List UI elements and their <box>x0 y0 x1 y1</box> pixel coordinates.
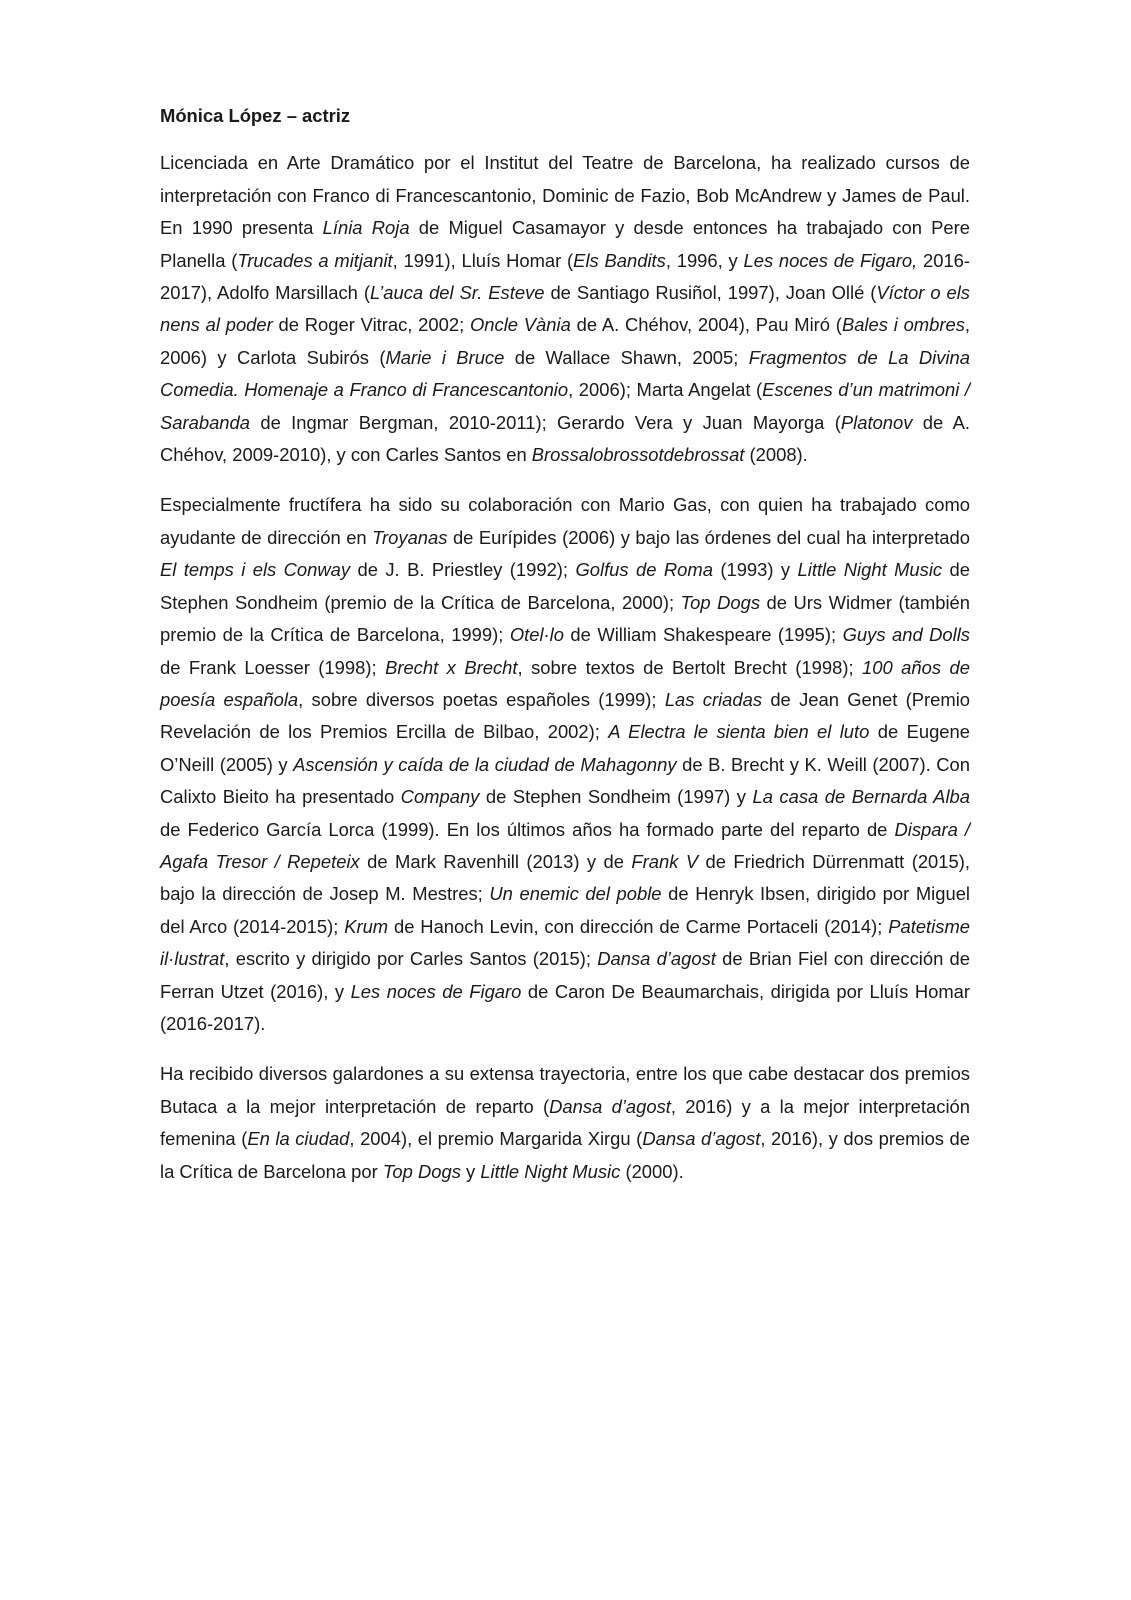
document-title: Mónica López – actriz <box>160 105 351 126</box>
text-run: 2016-2017), Adolfo Marsillach ( <box>160 249 971 304</box>
text-run: de J. B. Priestley (1992); <box>350 559 576 581</box>
text-run: Ha recibido diversos galardones a su extensa trayectoria, entre los que cabe destacar dos premios Butaca a la mejor interpretación de reparto ( <box>160 1063 970 1117</box>
text-run: de Roger Vitrac, 2002; <box>272 314 470 336</box>
text-run: (2008). <box>744 444 808 466</box>
text-run: y <box>460 1160 481 1182</box>
text-run: de Stephen Sondheim (premio de la Crítica de Barcelona, 2000); <box>160 559 971 613</box>
text-run: de Henryk Ibsen, dirigido por Miguel del Arco (2014-2015); <box>160 883 971 937</box>
text-run: , 1991), Lluís Homar ( <box>392 249 574 271</box>
work-title: Brecht x Brecht <box>385 656 518 678</box>
text-run: (1993) y <box>712 559 798 581</box>
work-title: La casa de Bernarda Alba <box>752 786 970 808</box>
paragraph-3 <box>160 1058 970 1188</box>
text-run: de Stephen Sondheim (1997) y <box>479 786 753 808</box>
work-title: Un enemic del poble <box>489 883 662 905</box>
work-title: Krum <box>344 915 389 937</box>
text-run: , 2016), y dos premios de la Crítica de Barcelona por <box>160 1128 971 1182</box>
text-run: , 2004), el premio Margarida Xirgu ( <box>349 1128 643 1150</box>
work-title: Top Dogs <box>680 591 761 613</box>
text-run: , sobre diversos poetas españoles (1999); <box>298 688 665 710</box>
work-title: Els Bandits <box>573 249 666 271</box>
text-run: de Eugene O’Neill (2005) y <box>160 721 970 775</box>
text-run: , sobre textos de Bertolt Brecht (1998); <box>517 656 863 678</box>
text-run: de Jean Genet (Premio Revelación de los Premios Ercilla de Bilbao, 2002); <box>160 688 971 743</box>
work-title: Línia Roja <box>322 217 410 239</box>
work-title: Guys and Dolls <box>842 624 970 646</box>
text-run: de Friedrich Dürrenmatt (2015), bajo la dirección de Josep M. Mestres; <box>160 850 970 905</box>
text-run: , escrito y dirigido por Carles Santos (2015); <box>224 948 598 970</box>
text-run: de Federico García Lorca (1999). En los últimos años ha formado parte del reparto de <box>160 818 895 840</box>
work-title: Brossalobrossotdebrossat <box>531 444 745 466</box>
text-run: de William Shakespeare (1995); <box>563 624 843 646</box>
work-title: Les noces de Figaro <box>350 980 522 1002</box>
work-title: Trucades a mitjanit <box>237 249 393 271</box>
work-title: Little Night Music <box>480 1160 621 1182</box>
work-title: Dansa d’agost <box>549 1095 671 1117</box>
text-run: , 2016) y a la mejor interpretación femenina ( <box>160 1095 970 1150</box>
paragraph-2 <box>160 489 970 1040</box>
work-title: Bales i ombres <box>841 314 965 336</box>
work-title: Dansa d’agost <box>642 1128 761 1150</box>
text-run: de Urs Widmer (también premio de la Crítica de Barcelona, 1999); <box>160 591 971 646</box>
work-title: Otel·lo <box>509 624 564 646</box>
text-run: de Eurípides (2006) y bajo las órdenes del cual ha interpretado <box>447 526 970 548</box>
text-run: de Miguel Casamayor y desde entonces ha trabajado con Pere Planella ( <box>160 217 970 271</box>
work-title: El temps i els Conway <box>160 559 351 581</box>
text-run: de Hanoch Levin, con dirección de Carme Portaceli (2014); <box>388 915 889 937</box>
paragraph-1 <box>160 147 970 471</box>
work-title: Víctor o els nens al poder <box>160 282 970 336</box>
document-page <box>160 100 970 1206</box>
work-title: Troyanas <box>372 526 448 548</box>
work-title: Oncle Vània <box>469 314 571 336</box>
work-title: 100 años de poesía española <box>160 656 970 710</box>
text-run: (2000). <box>620 1160 684 1182</box>
work-title: Frank V <box>631 850 699 872</box>
work-title: Dansa d’agost <box>597 948 716 970</box>
text-run: de A. Chéhov, 2004), Pau Miró ( <box>570 314 842 336</box>
work-title: L’auca del Sr. Esteve <box>369 282 545 304</box>
text-run: , 2006) y Carlota Subirós ( <box>160 314 971 368</box>
work-title: Patetisme il·lustrat <box>160 915 970 970</box>
text-run: de Santiago Rusiñol, 1997), Joan Ollé ( <box>544 282 877 304</box>
work-title: Top Dogs <box>382 1160 461 1182</box>
text-run: , 2006); Marta Angelat ( <box>568 379 763 401</box>
text-run: , 1996, y <box>665 249 744 271</box>
text-run: de Ingmar Bergman, 2010-2011); Gerardo Vera y Juan Mayorga ( <box>250 411 841 433</box>
text-run: de Brian Fiel con dirección de Ferran Utzet (2016), y <box>160 948 971 1002</box>
work-title: A Electra le sienta bien el luto <box>608 721 870 743</box>
work-title: Marie i Bruce <box>385 346 505 368</box>
work-title: Las criadas <box>664 688 763 710</box>
text-run: de A. Chéhov, 2009-2010), y con Carles Santos en <box>160 411 970 466</box>
work-title: Les noces de Figaro, <box>743 249 918 271</box>
text-run: de B. Brecht y K. Weill (2007). Con Calixto Bieito ha presentado <box>160 753 970 808</box>
text-run: de Caron De Beaumarchais, dirigida por Lluís Homar (2016-2017). <box>160 980 970 1034</box>
document-body <box>160 147 970 1188</box>
work-title: Ascensión y caída de la ciudad de Mahagonny <box>293 753 677 775</box>
work-title: Fragmentos de La Divina Comedia. Homenaje a Franco di Francescantonio <box>160 346 971 401</box>
text-run: de Frank Loesser (1998); <box>160 656 386 678</box>
work-title: Platonov <box>840 411 913 433</box>
work-title: Golfus de Roma <box>575 559 713 581</box>
work-title: Escenes d’un matrimoni / Sarabanda <box>160 379 971 433</box>
work-title: Company <box>400 786 480 808</box>
work-title: En la ciudad <box>247 1128 350 1150</box>
text-run: Especialmente fructífera ha sido su colaboración con Mario Gas, con quien ha trabajado como ayudante de dirección en <box>160 494 970 548</box>
text-run: de Wallace Shawn, 2005; <box>504 346 749 368</box>
text-run: Licenciada en Arte Dramático por el Institut del Teatre de Barcelona, ha realizado cursos de interpretación con Franco di Francescantonio, Dominic de Fazio, Bob McAndrew y James de Paul. En 1990 presenta <box>160 152 970 239</box>
work-title: Little Night Music <box>797 559 943 581</box>
work-title: Dispara / Agafa Tresor / Repeteix <box>160 818 970 872</box>
text-run: de Mark Ravenhill (2013) y de <box>359 850 632 872</box>
